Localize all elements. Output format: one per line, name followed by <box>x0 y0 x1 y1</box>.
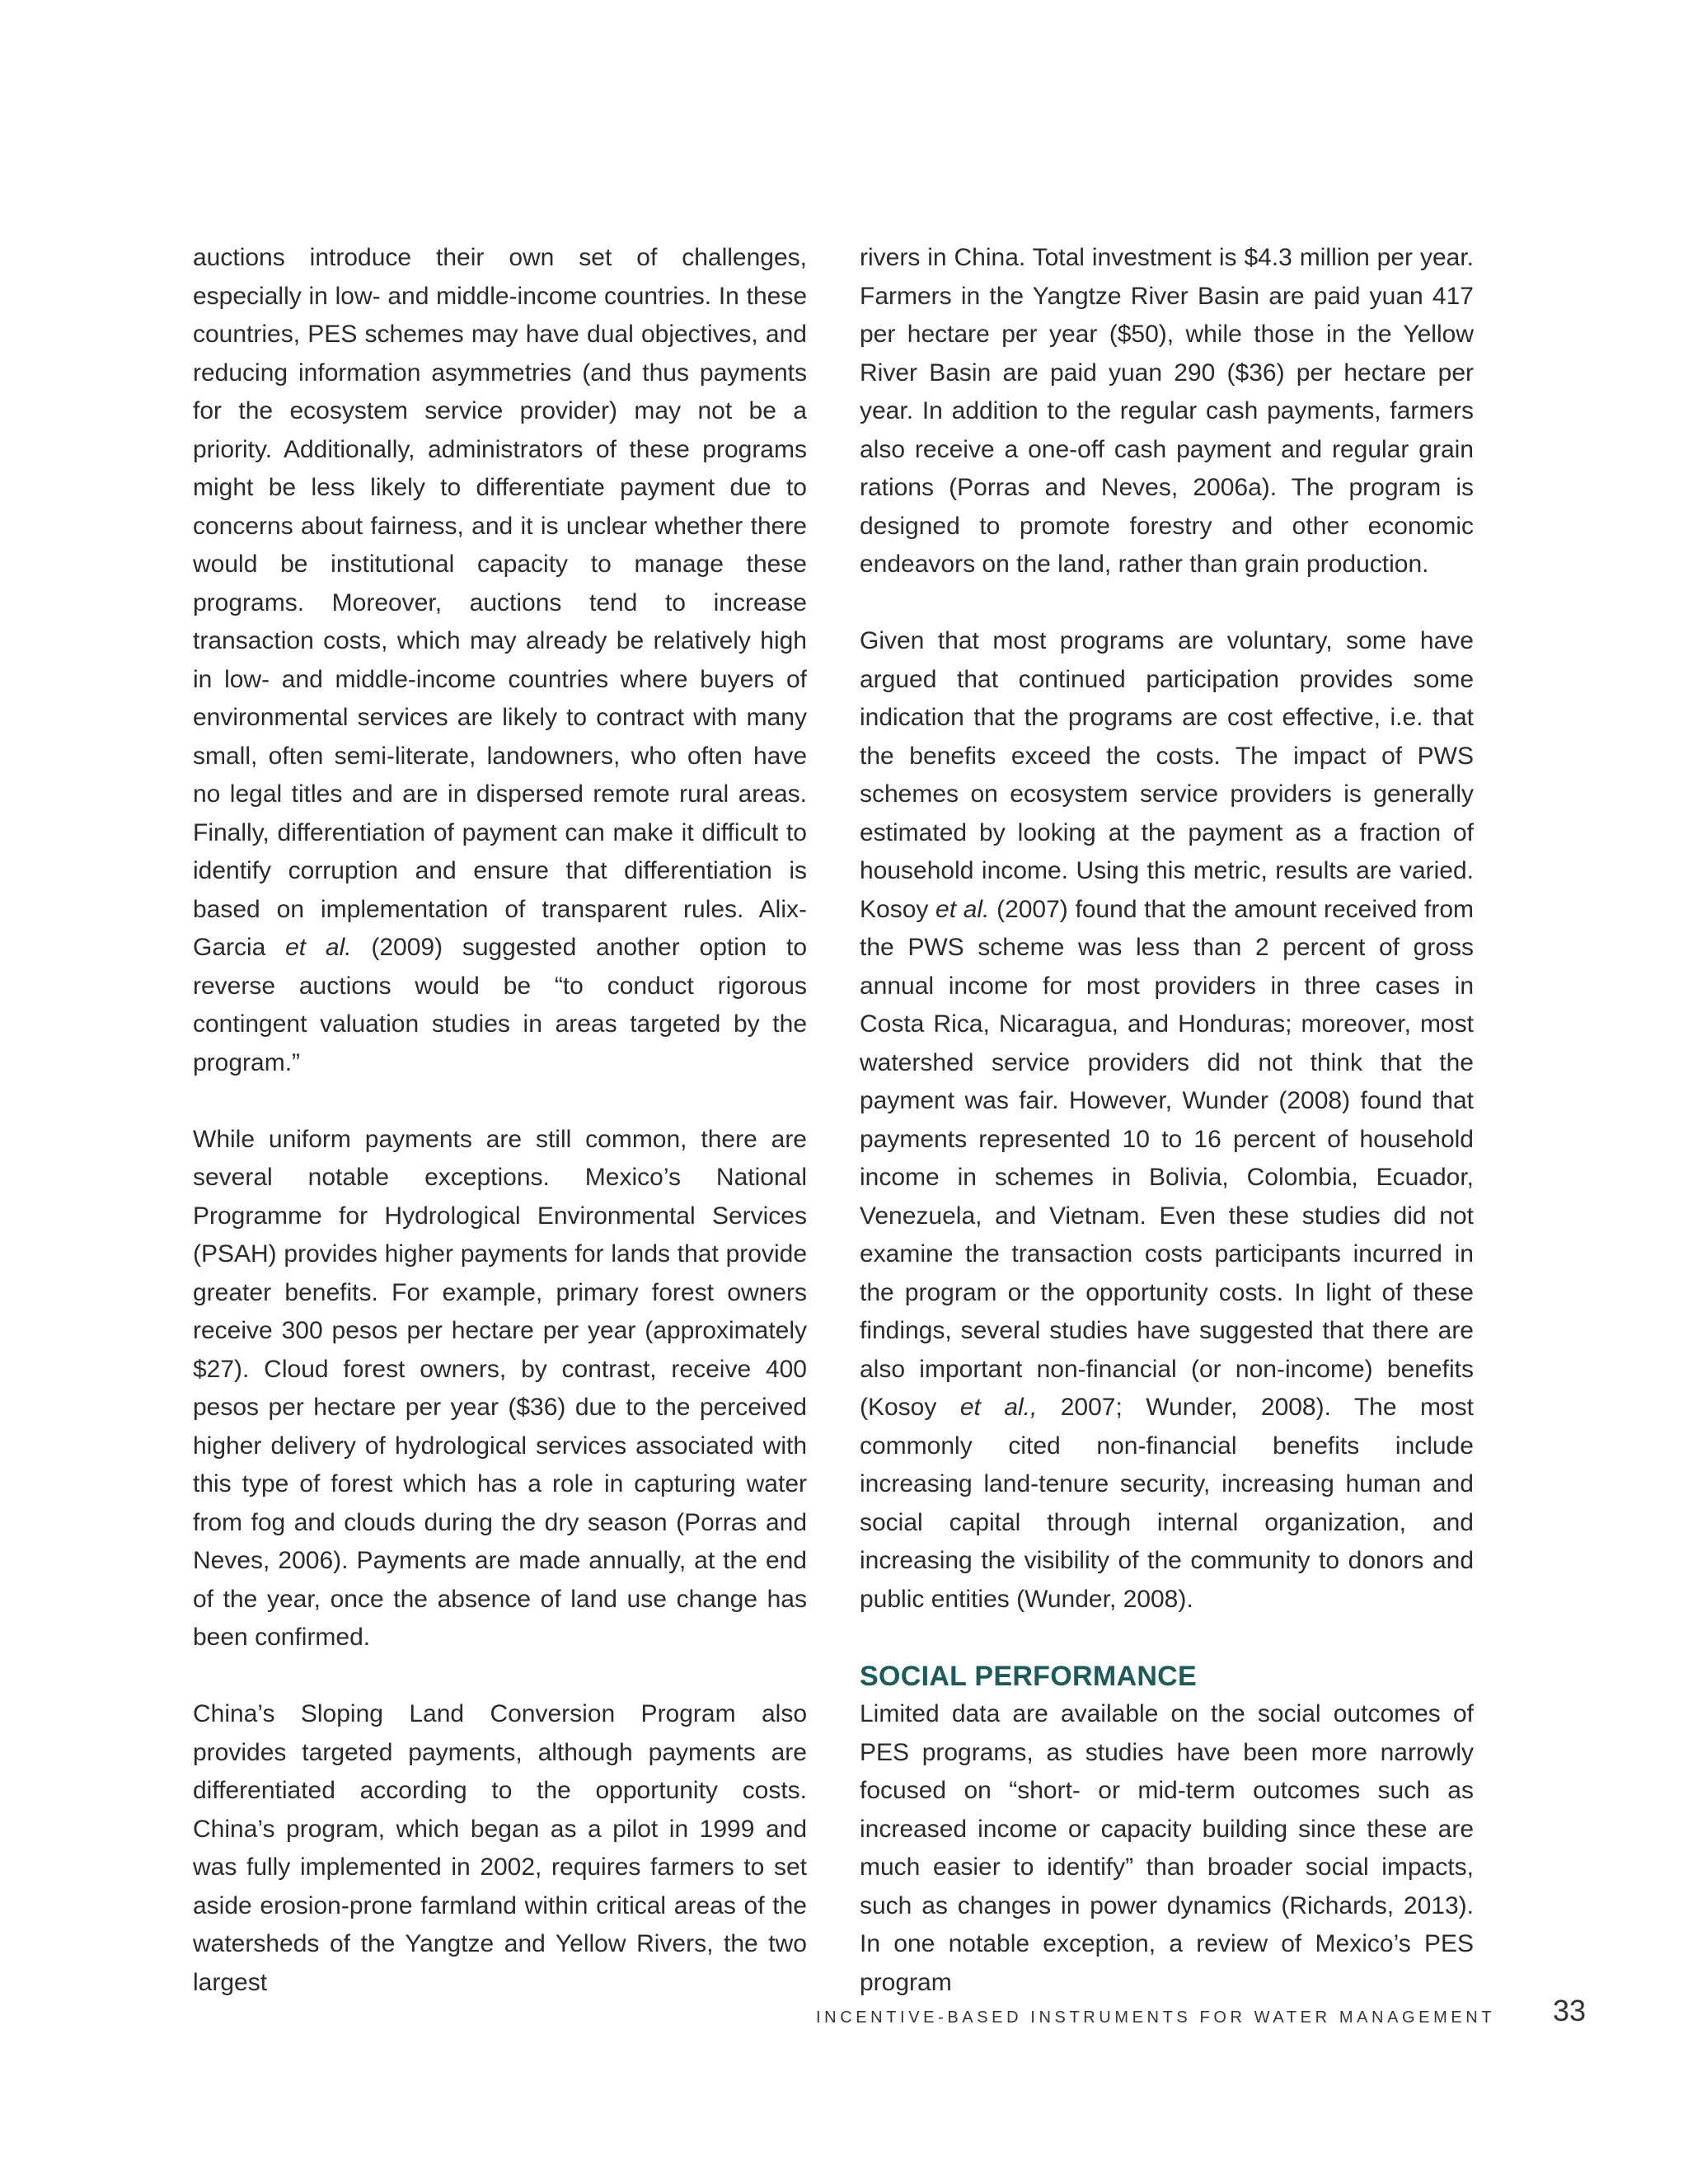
right-column <box>860 239 1474 2002</box>
right-paragraph-1: rivers in China. Total investment is $4.3 million per year. Farmers in the Yangtze River Basin are paid yuan 417 per hectare per year ($50), while those in the Yellow River Basin are paid yuan 290 ($36) per hectare per year. In addition to the regular cash payments, farmers also receive a one-off cash payment and regular grain rations (Porras and Neves, 2006a). The program is designed to promote forestry and other economic endeavors on the land, rather than grain production. <box>860 244 1474 578</box>
left-column <box>193 239 807 2002</box>
right-paragraph-3: Limited data are available on the social outcomes of PES programs, as studies have been more narrowly focused on “short- or mid-term outcomes such as increased income or capacity building since these are much easier to identify” than broader social impacts, such as changes in power dynamics (Richards, 2013). In one notable exception, a review of Mexico’s PES program <box>860 1700 1474 1996</box>
right-paragraph-2: Given that most programs are voluntary, some have argued that continued participation provides some indication that the programs are cost effective, i.e. that the benefits exceed the costs. The impact of PWS schemes on ecosystem service providers is generally estimated by looking at the payment as a fraction of household income. Using this metric, results are varied. Kosoy et al. (2007) found that the amount received from the PWS scheme was less than 2 percent of gross annual income for most providers in three cases in Costa Rica, Nicaragua, and Honduras; moreover, most watershed service providers did not think that the payment was fair. However, Wunder (2008) found that payments represented 10 to 16 percent of household income in schemes in Bolivia, Colombia, Ecuador, Venezuela, and Vietnam. Even these studies did not examine the transaction costs participants incurred in the program or the opportunity costs. In light of these findings, several studies have suggested that there are also important non-financial (or non-income) benefits (Kosoy et al., 2007; Wunder, 2008). The most commonly cited non-financial benefits include increasing land-tenure security, increasing human and social capital through internal organization, and increasing the visibility of the community to donors and public entities (Wunder, 2008). <box>860 627 1475 1613</box>
left-paragraph-3: China’s Sloping Land Conversion Program also provides targeted payments, although payments are differentiated according to the opportunity costs. China’s program, which began as a pilot in 1999 and was fully implemented in 2002, requires farmers to set aside erosion-prone farmland within critical areas of the watersheds of the Yangtze and Yellow Rivers, the two largest <box>193 1700 807 1996</box>
section-heading-social-performance: SOCIAL PERFORMANCE <box>860 1660 1198 1692</box>
running-footer-title: INCENTIVE-BASED INSTRUMENTS FOR WATER MANAGEMENT <box>816 2008 1496 2027</box>
left-paragraph-1: auctions introduce their own set of challenges, especially in low- and middle-income countries. In these countries, PES schemes may have dual objectives, and reducing information asymmetries (and thus payments for the ecosystem service provider) may not be a priority. Additionally, administrators of these programs might be less likely to differentiate payment due to concerns about fairness, and it is unclear whether there would be institutional capacity to manage these programs. Moreover, auctions tend to increase transaction costs, which may already be relatively high in low- and middle-income countries where buyers of environmental services are likely to contract with many small, often semi-literate, landowners, who often have no legal titles and are in dispersed remote rural areas. Finally, differentiation of payment can make it difficult to identify corruption and ensure that differentiation is based on implementation of transparent rules. Alix-Garcia et al. (2009) suggested another option to reverse auctions would be “to conduct rigorous contingent valuation studies in areas targeted by the program.” <box>193 244 808 1076</box>
page-number: 33 <box>1552 1994 1587 2027</box>
left-paragraph-2: While uniform payments are still common, there are several notable exceptions. Mexico’s National Programme for Hydrological Environmental Services (PSAH) provides higher payments for lands that provide greater benefits. For example, primary forest owners receive 300 pesos per hectare per year (approximately $27). Cloud forest owners, by contrast, receive 400 pesos per hectare per year ($36) due to the perceived higher delivery of hydrological services associated with this type of forest which has a role in capturing water from fog and clouds during the dry season (Porras and Neves, 2006). Payments are made annually, at the end of the year, once the absence of land use change has been confirmed. <box>193 1125 807 1651</box>
